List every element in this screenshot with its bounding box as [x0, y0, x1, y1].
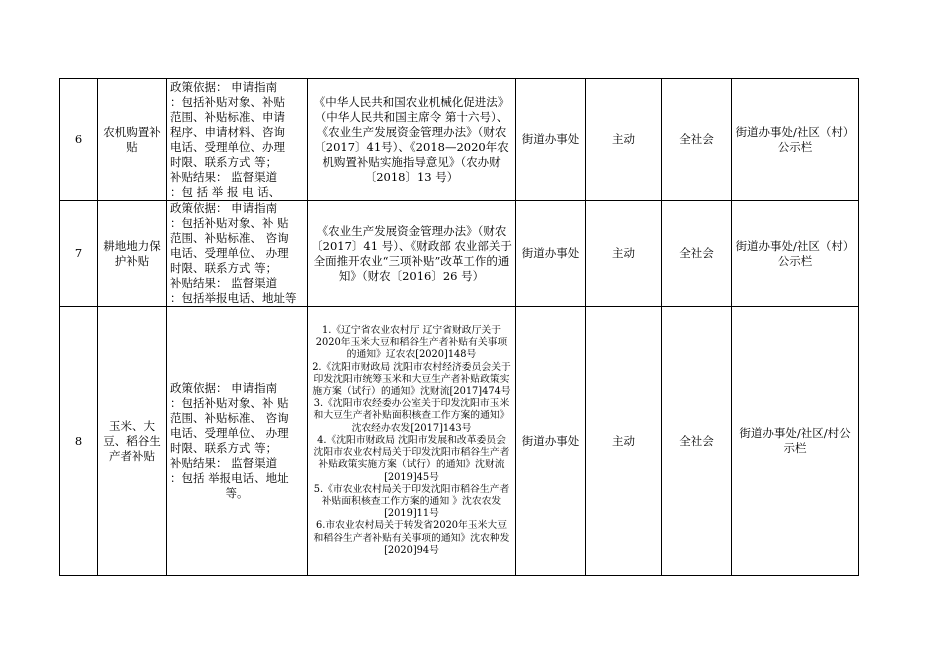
policy-basis-item: 5.《市农业农村局关于印发沈阳市稻谷生产者补贴面积核查工作方案的通知 》沈农农发[2019]11号 [313, 483, 510, 520]
disclosure-content [167, 307, 308, 576]
disclosure-content-line: 补贴结果： 监督渠道 [170, 276, 278, 290]
disclosure-channel: 街道办事处/社区（村）公示栏 [732, 79, 859, 201]
disclosure-content-line: 时限、联系方式 等； [170, 261, 278, 275]
disclosure-content-line: 政策依据： 申请指南 [170, 79, 278, 94]
policy-basis-item: 3.《沈阳市农经委办公室关于印发沈阳市玉米和大豆生产者补贴面积核查工作方案的通知》沈农经办农发[2017]143号 [313, 398, 510, 434]
disclosure-content-line: ：包括补贴对象、补 贴 [170, 216, 289, 230]
disclosure-mode: 主动 [586, 79, 662, 201]
disclosure-content-line: 政策依据： 申请指南 [170, 381, 278, 395]
disclosure-content-line: ：包括 举报电话、地址 [170, 471, 289, 485]
disclosure-content-line: 电话、受理单位、办理 [170, 139, 285, 154]
disclosure-content-lines [170, 381, 304, 501]
disclosure-mode: 主动 [586, 307, 662, 576]
disclosure-content-line: 程序、申请材料、咨询 [170, 124, 285, 139]
disclosure-scope: 全社会 [662, 79, 732, 201]
policy-basis-item: 1.《辽宁省农业农村厅 辽宁省财政厅关于2020年玉米大豆和稻谷生产者补贴有关事项的通知》辽农农[2020]148号 [315, 325, 508, 361]
disclosure-content-lines [170, 201, 304, 306]
disclosure-content-line: 范围、补贴标准、 咨询 [170, 231, 289, 245]
row-number: 7 [60, 201, 98, 307]
disclosure-subject: 街道办事处 [516, 201, 586, 307]
row-number: 6 [60, 79, 98, 201]
policy-basis-item: 2.《沈阳市财政局 沈阳市农村经济委员会关于印发沈阳市统筹玉米和大豆生产者补贴政策实施方案（试行）的通知》沈财流[2017]474号 [312, 361, 511, 398]
disclosure-content-line: ：包括补贴对象、补 贴 [170, 396, 289, 410]
row-number: 8 [60, 307, 98, 576]
disclosure-content-line: 范围、补贴标准、申请 [170, 109, 285, 124]
disclosure-mode: 主动 [586, 201, 662, 307]
disclosure-content-lines [170, 80, 304, 200]
disclosure-channel: 街道办事处/社区（村）公示栏 [732, 201, 859, 307]
disclosure-content-line: ：包括补贴对象、补贴 [170, 94, 285, 109]
table-row [60, 79, 859, 201]
item-name: 农机购置补贴 [98, 79, 167, 201]
table-row [60, 201, 859, 307]
policy-basis: 《中华人民共和国农业机械化促进法》（中华人民共和国主席令 第十六号）、《农业生产发展资金管理办法》（财农〔2017〕41号）、《2018—2020年农机购置补贴实施指导意见》（农办财〔2018〕13 号） [308, 79, 516, 201]
policy-basis-item: 6.市农业农村局关于转发省2020年玉米大豆和稻谷生产者补贴有关事项的通知》沈农种发[2020]94号 [313, 520, 510, 556]
disclosure-content-line: ：包括举报电话、地址等 [170, 291, 297, 305]
disclosure-channel: 街道办事处/社区/村公示栏 [732, 307, 859, 576]
disclosure-content-line: 补贴结果： 监督渠道 [170, 169, 278, 184]
disclosure-content-line: 补贴结果： 监督渠道 [170, 456, 278, 470]
disclosure-content-line: 时限、联系方式 等； [170, 441, 278, 455]
disclosure-content-line: 政策依据： 申请指南 [170, 201, 278, 215]
disclosure-content-line: 范围、补贴标准、 咨询 [170, 411, 289, 425]
disclosure-content-line: 时限、联系方式 等； [170, 154, 278, 169]
disclosure-scope: 全社会 [662, 307, 732, 576]
disclosure-content [167, 201, 308, 307]
item-name: 耕地地力保护补贴 [98, 201, 167, 307]
policy-basis [308, 307, 516, 576]
disclosure-subject: 街道办事处 [516, 79, 586, 201]
disclosure-content-line: 等。 [225, 486, 249, 500]
item-name: 玉米、大豆、稻谷生产者补贴 [98, 307, 167, 576]
disclosure-content-line: 电话、受理单位、 办理 [170, 246, 289, 260]
disclosure-scope: 全社会 [662, 201, 732, 307]
disclosure-content-line: ：包 括 举 报 电 话、 [170, 184, 281, 199]
policy-basis: 《农业生产发展资金管理办法》（财农〔2017〕41 号）、《财政部 农业部关于全面推开农业“三项补贴”改革工作的通知》（财农〔2016〕26 号） [308, 201, 516, 307]
disclosure-subject: 街道办事处 [516, 307, 586, 576]
disclosure-table [59, 78, 859, 576]
policy-basis-item: 4.《沈阳市财政局 沈阳市发展和改革委员会 沈阳市农业农村局关于印发沈阳市稻谷生产者补贴政策实施方案（试行）的通知》沈财流[2019]45号 [313, 434, 510, 483]
disclosure-content [167, 79, 308, 201]
table-row [60, 307, 859, 576]
disclosure-content-line: 电话、受理单位、 办理 [170, 426, 289, 440]
